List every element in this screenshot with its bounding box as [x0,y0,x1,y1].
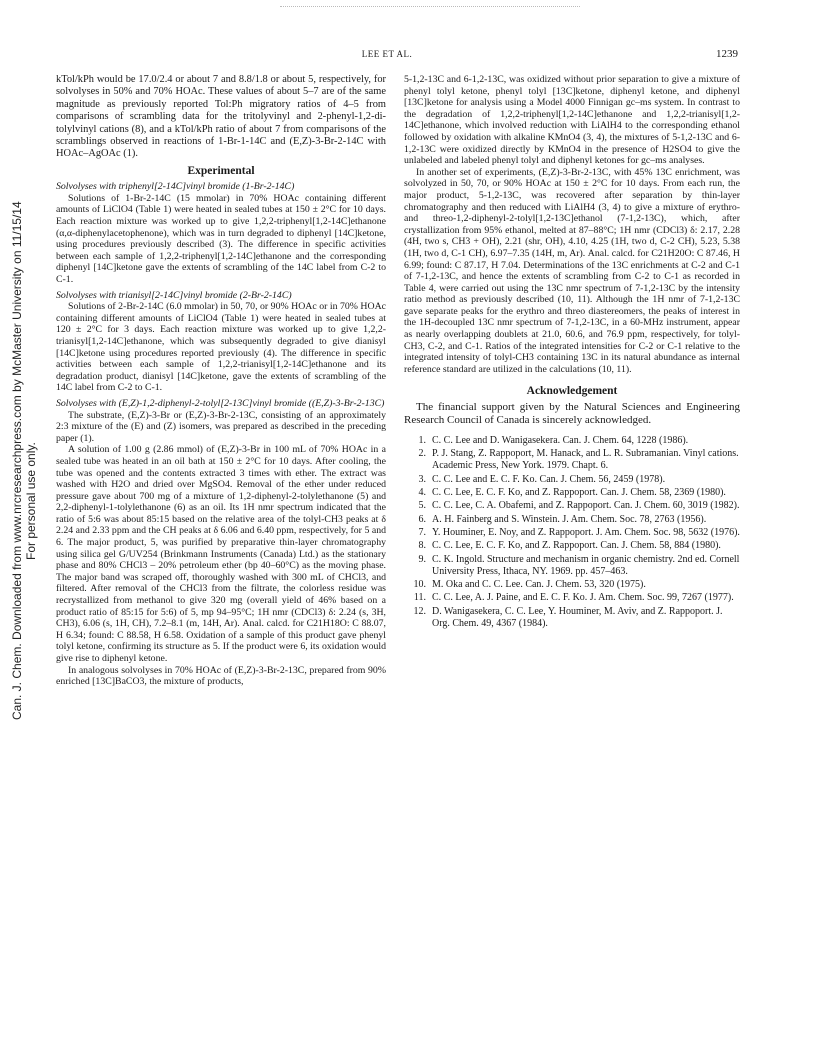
reference-number: 10. [413,579,426,591]
reference-item [404,554,740,579]
reference-item [404,487,740,499]
reference-number: 1. [418,434,426,446]
scan-artifact-line [280,6,580,11]
continued-paragraph: 5-1,2-13C and 6-1,2-13C, was oxidized without prior separation to give a mixture of phenyl tolyl ketone, phenyl tolyl [13C]ketone, diphenyl ketone, and diphenyl [13C]ketone for analysis using a Model 4000 Finnigan gc–ms system. In contrast to the degradation of 1,2,2-triphenyl[1,2-14C]ethanone and 1,2,2-trianisyl[1,2-14C]ethanone, which involved reduction with LiAlH4 to the corresponding ethanol followed by oxidation with alkaline KMnO4 (3, 4), the mixtures of 5-1,2-13C and 6-1,2-13C were oxidized directly by KMnO4 in the presence of H2SO4 to give the unlabeled and labeled phenyl tolyl and diphenyl ketones for gc–ms analyses. [404,74,740,167]
subsection-body-2: Solutions of 2-Br-2-14C (6.0 mmolar) in 50, 70, or 90% HOAc or in 70% HOAc containing different amounts of LiClO4 (Table 1) were heated in sealed tubes at 120 ± 2°C for 3 days. Each reaction mixture was worked up to give 1,2,2-trianisyl[1,2-14C]ethanone, which was subsequently degraded to give dianisyl [14C]ketone using procedures reported previously (4). The difference in specific activities between each sample of 1,2,2-trianisyl[1,2-14C]ethanone and its degradation product, dianisyl [14C]ketone, gave the extents of scrambling of the 14C label from C-2 to C-1. [56,301,386,394]
reference-item [404,448,740,473]
reference-number: 9. [418,553,426,565]
reference-text: C. K. Ingold. Structure and mechanism in organic chemistry. 2nd ed. Cornell University Press, Ithaca, NY. 1969. pp. 457–463. [432,553,740,577]
reference-list [404,435,740,630]
side-note-line-2: For personal use only. [24,442,38,560]
subsection-body-1: Solutions of 1-Br-2-14C (15 mmolar) in 70% HOAc containing different amounts of LiClO4 (Table 1) were heated in sealed tubes at 150 ± 2°C for 10 days. Each reaction mixture was worked up to give 1,2,2-triphenyl[1,2-14C]ethanone (α,α-diphenylacetophenone), which was in turn degraded to diphenyl [14C]ketone, using procedures previously described (3). The difference in specific activities between each sample of 1,2,2-triphenyl[1,2-14C]ethanone and the corresponding diphenyl [14C]ketone gave the extents of scrambling of the 14C label from C-2 to C-1. [56,192,386,285]
reference-number: 8. [418,540,426,552]
reference-number: 4. [418,487,426,499]
reference-item [404,606,740,631]
reference-number: 6. [418,513,426,525]
experimental-body [56,181,386,688]
subsection-body-3a: The substrate, (E,Z)-3-Br or (E,Z)-3-Br-2-13C, consisting of an approximately 2:3 mixture of the (E) and (Z) isomers, was prepared as described in the preceding paper (1). [56,409,386,444]
acknowledgement-text: The financial support given by the Natural Sciences and Engineering Research Council of Canada is sincerely acknowledged. [404,400,740,426]
reference-item [404,579,740,591]
section-title-acknowledgement: Acknowledgement [526,385,618,398]
running-head: LEE ET AL. [361,49,413,59]
side-note-line-1: Can. J. Chem. Downloaded from www.nrcresearchpress.com by McMaster University on 11/15/14 [10,201,24,720]
reference-item [404,592,740,604]
subsection-title-2: Solvolyses with trianisyl[2-14C]vinyl bromide (2-Br-2-14C) [56,289,292,301]
reference-item [404,474,740,486]
right-body [404,74,740,375]
reference-text: Y. Houminer, E. Noy, and Z. Rappoport. J. Am. Chem. Soc. 98, 5632 (1976). [432,526,740,538]
reference-text: C. C. Lee and E. C. F. Ko. Can. J. Chem. 56, 2459 (1978). [432,473,666,485]
reference-text: M. Oka and C. C. Lee. Can. J. Chem. 53, 320 (1975). [432,579,646,591]
reference-item [404,540,740,552]
reference-text: P. J. Stang, Z. Rappoport, M. Hanack, and L. R. Subramanian. Vinyl cations. Academic Press, New York. 1979. Chapt. 6. [432,448,739,472]
right-column [404,74,740,631]
intro-paragraph: kTol/kPh would be 17.0/2.4 or about 7 and 8.8/1.8 or about 5, respectively, for solvolyses in 50% and 70% HOAc. These values of about 5–7 are of the same magnitude as previously reported Tol:Ph migratory ratios of 4–5 from comparisons of scrambling data for the tritolyvinyl and 2-phenyl-1,2-di-tolylvinyl cations (8), and a kTol/kPh ratio of about 7 from comparisons of the scramblings observed in reactions of 1-Br-1-14C and (E,Z)-3-Br-2-14C with HOAc–AgOAc (1). [56,74,386,160]
second-paragraph: In another set of experiments, (E,Z)-3-Br-2-13C, with 45% 13C enrichment, was solvolyzed in 50, 70, or 90% HOAc at 150 ± 2°C for 10 days. From each run, the major product, 5-1,2-13C, was recovered after separation by thin-layer chromatography and then reduced with LiAlH4 (3, 4) to give a mixture of erythro- and threo-1,2-diphenyl-2-tolyl[1,2-13C]ethanol (7-1,2-13C), which, after crystallization from 95% ethanol, melted at 87–88°C; 1H nmr (CDCl3) δ: 2.17, 2.28 (4H, two s, CH3 + OH), 2.21 (shr, OH), 4.10, 4.25 (1H, two d, C-2 CH), 5.23, 5.38 (1H, two d, C-1 CH), 6.97–7.35 (14H, m, Ar). Anal. calcd. for C21H20O: C 87.46, H 6.99; found: C 87.17, H 7.04. Determinations of the 13C enrichments at C-2 and C-1 of 7-1,2-13C, and hence the extents of scrambling from C-2 to C-1 as recorded in Table 4, were carried out using the 13C nmr spectrum of 7-1,2-13C by the intensity ratio method as previously described (10, 11). Although the 1H nmr of 7-1,2-13C gave separate peaks for the erythro and threo diastereomers, the peaks of interest in the 1H-decoupled 13C nmr spectrum of 7-1,2-13C, in a 60-MHz instrument, appear as nearly overlapping doublets at 21.0, 60.6, and 76.9 ppm, respectively, for tolyl-CH3, C-2, and C-1. Ratios of the integrated intensities for C-2 or C-1 relative to the integrated intensity of tolyl-CH3 containing 13C in its natural abundance as internal reference standard are utilized in the calculations (10, 11). [404,166,740,375]
reference-item [404,527,740,539]
reference-text: C. C. Lee, E. C. F. Ko, and Z. Rappoport. Can. J. Chem. 58, 884 (1980). [432,540,721,552]
reference-number: 11. [413,592,426,604]
subsection-body-3c: In analogous solvolyses in 70% HOAc of (E,Z)-3-Br-2-13C, prepared from 90% enriched [13C]BaCO3, the mixture of products, [56,664,386,688]
reference-number: 7. [418,526,426,538]
reference-item [404,435,740,447]
reference-text: C. C. Lee, C. A. Obafemi, and Z. Rappoport. Can. J. Chem. 60, 3019 (1982). [432,500,740,512]
reference-text: C. C. Lee, E. C. F. Ko, and Z. Rappoport. Can. J. Chem. 58, 2369 (1980). [432,487,726,499]
section-title-experimental: Experimental [187,164,255,177]
reference-text: A. H. Fainberg and S. Winstein. J. Am. Chem. Soc. 78, 2763 (1956). [432,513,707,525]
subsection-title-3: Solvolyses with (E,Z)-1,2-diphenyl-2-tolyl[2-13C]vinyl bromide ((E,Z)-3-Br-2-13C) [56,397,385,409]
reference-text: C. C. Lee and D. Wanigasekera. Can. J. Chem. 64, 1228 (1986). [432,434,689,446]
download-side-note [8,201,38,720]
reference-number: 12. [413,605,426,617]
page-header [36,49,738,63]
reference-text: D. Wanigasekera, C. C. Lee, Y. Houminer, M. Aviv, and Z. Rappoport. J. Org. Chem. 49, 4367 (1984). [432,605,723,629]
reference-number: 2. [418,448,426,460]
reference-item [404,514,740,526]
subsection-body-3b: A solution of 1.00 g (2.86 mmol) of (E,Z)-3-Br in 100 mL of 70% HOAc in a sealed tube was heated in an oil bath at 150 ± 2°C for 10 days. After cooling, the tube was opened and the contents extracted 3 times with ether. The extract was washed with H2O and dried over MgSO4. Removal of the ether under reduced pressure gave about 700 mg of a mixture of 1,2-diphenyl-2-tolylethanone (5) and 2,2-diphenyl-1-tolylethanone (6) as an oil. Its 1H nmr spectrum indicated that the ratio of 5:6 was about 85:15 based on the relative area of the tolyl-CH3 peaks at δ 2.24 and 2.33 ppm and the CH peaks at δ 6.06 and 6.40 ppm, respectively, for 5 and 6. The major product, 5, was purified by preparative thin-layer chromatography using silica gel G/UV254 (Brinkmann Instruments (Canada) Ltd.) as the stationary phase and 80% CHCl3 – 20% petroleum ether (bp 40–60°C) as the moving phase. The major band was scraped off, thoroughly washed with 300 mL of CHCl3, and filtered. After removal of the CHCl3 from the filtrate, the colorless residue was recrystallized from methanol to give 320 mg (overall yield of 46% based on a product ratio of 85:15 for 5:6) of 5, mp 94–95°C; 1H nmr (CDCl3) δ: 2.24 (s, 3H, CH3), 6.06 (s, 1H, CH), 7.2–8.1 (m, 14H, Ar). Anal. calcd. for C21H18O: C 88.07, H 6.34; found: C 88.58, H 6.58. Oxidation of a sample of this product gave phenyl tolyl ketone, confirming its structure as 5. If the product were 6, its oxidation would give rise to diphenyl ketone. [56,444,386,664]
reference-number: 3. [418,473,426,485]
reference-number: 5. [418,500,426,512]
left-column [56,74,386,688]
reference-item [404,500,740,512]
subsection-title-1: Solvolyses with triphenyl[2-14C]vinyl bromide (1-Br-2-14C) [56,181,295,193]
page-number: 1239 [716,48,738,60]
reference-text: C. C. Lee, A. J. Paine, and E. C. F. Ko. J. Am. Chem. Soc. 99, 7267 (1977). [432,592,734,604]
